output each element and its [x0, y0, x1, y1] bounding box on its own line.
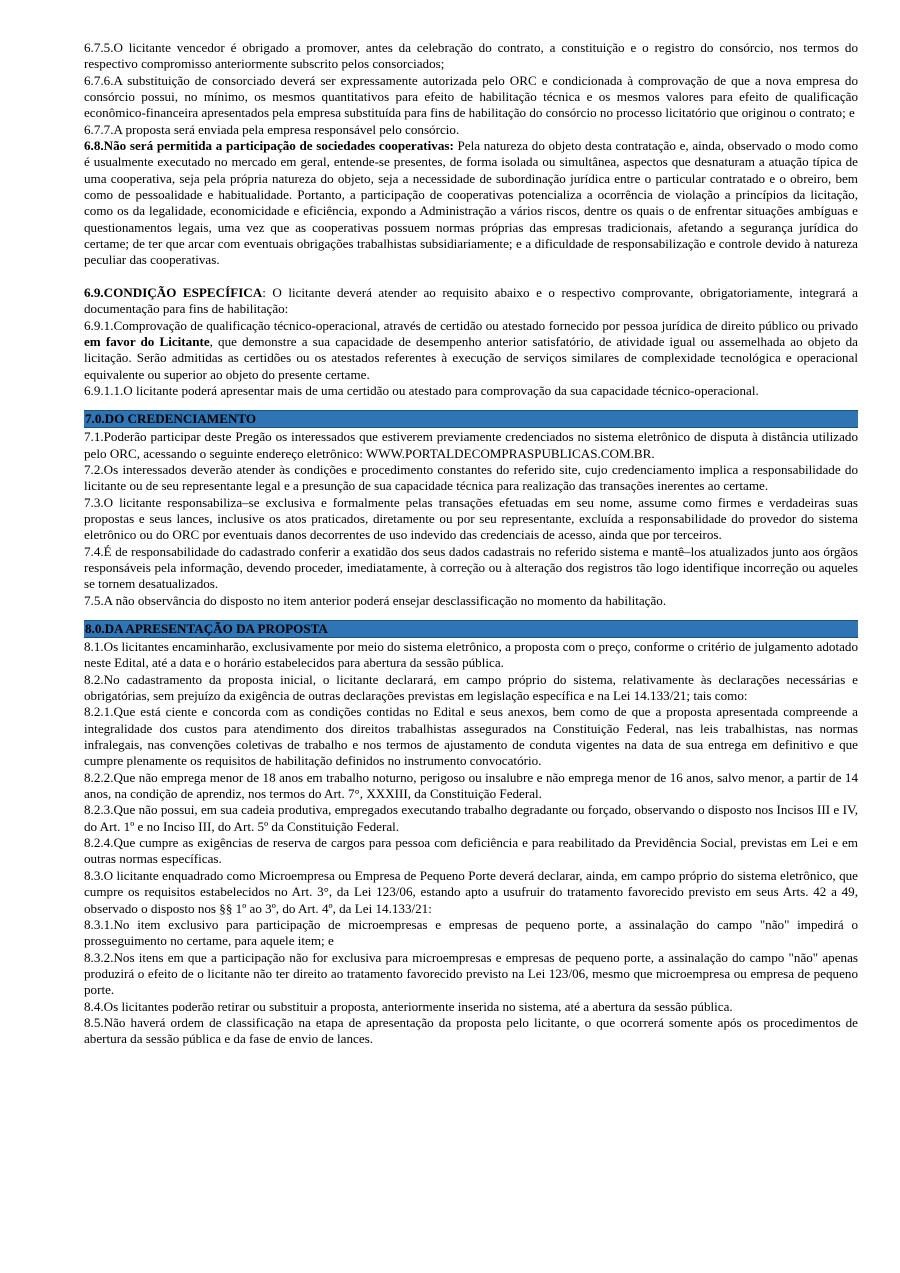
clause-8-4: 8.4.Os licitantes poderão retirar ou substituir a proposta, anteriormente inserida no sistema, até a abertura da sessão pública. — [84, 998, 733, 1014]
clause-8-2: 8.2.No cadastramento da proposta inicial, o licitante declarará, em campo próprio do sistema, relativamente às declarações necessárias e obrigatórias, sem prejuízo da exigência de outras declarações previstas em legislação específica e na Lei 14.133/21; tais como: — [84, 671, 858, 704]
clause-6-9-1-post: , que demonstre a sua capacidade de desempenho anterior satisfatório, de atividade igual ou assemelhada ao objeto da licitação. Serão admitidas as certidões ou os atestados referentes à execução de serviços similares de complexidade tecnológica e operacional equivalente ou superior ao objeto do presente certame. — [84, 333, 858, 382]
clause-8-2-1: 8.2.1.Que está ciente e concorda com as condições contidas no Edital e seus anexos, bem como de que a proposta apresentada compreende a integralidade dos custos para atendimento dos direitos trabalhistas assegurados na Constituição Federal, nas leis trabalhistas, nas normas infralegais, nas convenções coletivas de trabalho e nos termos de ajustamento de conduta vigentes na data de sua entrega em definitivo e que cumpre plenamente os requisitos de habilitação definidos no instrumento convocatório. — [84, 704, 858, 769]
clause-6-8 — [84, 138, 858, 269]
clause-6-9-lead: 6.9.CONDIÇÃO ESPECÍFICA — [84, 284, 263, 300]
clause-8-2-2: 8.2.2.Que não emprega menor de 18 anos em trabalho noturno, perigoso ou insalubre e não emprega menor de 16 anos, salvo menor, a partir de 14 anos, na condição de aprendiz, nos termos do Art. 7°, XXXIII, da Constituição Federal. — [84, 769, 858, 802]
clause-6-9-1-bold: em favor do Licitante — [84, 333, 210, 349]
clause-6-9-1 — [84, 318, 858, 383]
clause-8-3: 8.3.O licitante enquadrado como Microempresa ou Empresa de Pequeno Porte deverá declarar, ainda, em campo próprio do sistema eletrônico, que cumpre os requisitos estabelecidos no Art. 3°, da Lei 123/06, estando apto a usufruir do tratamento favorecido previsto em seus Arts. 42 a 49, observado o disposto nos §§ 1º ao 3º, do Art. 4º, da Lei 14.133/21: — [84, 867, 858, 916]
spacer — [84, 609, 858, 620]
clause-6-9-1-pre: 6.9.1.Comprovação de qualificação técnico-operacional, através de certidão ou atestado fornecido por pessoa jurídica de direito público ou privado — [84, 317, 858, 333]
section-heading-7: 7.0.DO CREDENCIAMENTO — [84, 410, 858, 428]
clause-8-2-4: 8.2.4.Que cumpre as exigências de reserva de cargos para pessoa com deficiência e para reabilitado da Previdência Social, previstas em Lei e em outras normas específicas. — [84, 835, 858, 867]
clause-6-7-5: 6.7.5.O licitante vencedor é obrigado a promover, antes da celebração do contrato, a constituição e o registro do consórcio, nos termos do respectivo compromisso anteriormente subscrito pelos consorciados; — [84, 40, 858, 72]
spacer — [84, 269, 858, 285]
clause-6-9-text: : O licitante deverá atender ao requisito abaixo e o respectivo comprovante, obrigatoriamente, integrará a documentação para fins de habilitação: — [84, 284, 858, 317]
clause-6-9-1-1: 6.9.1.1.O licitante poderá apresentar mais de uma certidão ou atestado para comprovação da sua capacidade técnico-operacional. — [84, 382, 759, 398]
clause-8-1: 8.1.Os licitantes encaminharão, exclusivamente por meio do sistema eletrônico, a proposta com o preço, conforme o critério de julgamento adotado neste Edital, até a data e o horário estabelecidos para abertura da sessão pública. — [84, 639, 858, 671]
clause-6-9 — [84, 285, 858, 318]
clause-7-1: 7.1.Poderão participar deste Pregão os interessados que estiverem previamente credenciados no sistema eletrônico de disputa à distância utilizado pelo ORC, acessando o seguinte endereço eletrônico: WWW.PORTALDECOMPRASPUBLICAS.COM.BR. — [84, 429, 858, 461]
clause-7-2: 7.2.Os interessados deverão atender às condições e procedimento constantes do referido site, cujo credenciamento implica a responsabilidade do licitante ou de seu representante legal e a presunção de sua capacidade técnica para realização das transações inerentes ao certame. — [84, 461, 858, 494]
clause-8-3-2: 8.3.2.Nos itens em que a participação não for exclusiva para microempresas e empresas de pequeno porte, a assinalação do campo "não" apenas produzirá o efeito de o licitante não ter direito ao tratamento favorecido previsto na Lei 123/06, mesmo que microempresa ou empresa de pequeno porte. — [84, 949, 858, 998]
clause-8-2-3: 8.2.3.Que não possui, em sua cadeia produtiva, empregados executando trabalho degradante ou forçado, observando o disposto nos Incisos III e IV, do Art. 1º e no Inciso III, do Art. 5º da Constituição Federal. — [84, 802, 858, 834]
document-page — [84, 40, 858, 1048]
clause-7-3: 7.3.O licitante responsabiliza–se exclusiva e formalmente pelas transações efetuadas em seu nome, assume como firmes e verdadeiras suas propostas e seus lances, inclusive os atos praticados, diretamente ou por seu representante, excluída a responsabilidade do provedor do sistema eletrônico ou do ORC por eventuais danos decorrentes de uso indevido das credenciais de acesso, ainda que por terceiros. — [84, 494, 858, 543]
spacer — [84, 399, 858, 410]
clause-6-7-6: 6.7.6.A substituição de consorciado deverá ser expressamente autorizada pelo ORC e condicionada à comprovação de que a nova empresa do consórcio possui, no mínimo, os mesmos quantitativos para efeito de habilitação técnica e os mesmos valores para efeito de qualificação econômico-financeira apresentados pela empresa substituída para fins de habilitação do consórcio no processo licitatório que originou o contrato; e — [84, 72, 858, 121]
clause-8-5: 8.5.Não haverá ordem de classificação na etapa de apresentação da proposta pelo licitante, o que ocorrerá somente após os procedimentos de abertura da sessão pública e da fase de envio de lances. — [84, 1014, 858, 1047]
section-heading-8: 8.0.DA APRESENTAÇÃO DA PROPOSTA — [84, 620, 858, 638]
clause-8-3-1: 8.3.1.No item exclusivo para participação de microempresas e empresas de pequeno porte, a assinalação do campo "não" impedirá o prosseguimento no certame, para aquele item; e — [84, 916, 858, 949]
clause-7-5: 7.5.A não observância do disposto no item anterior poderá ensejar desclassificação no momento da habilitação. — [84, 592, 667, 608]
clause-6-7-7: 6.7.7.A proposta será enviada pela empresa responsável pelo consórcio. — [84, 121, 460, 137]
clause-7-4: 7.4.É de responsabilidade do cadastrado conferir a exatidão dos seus dados cadastrais no referido sistema e mantê–los atualizados junto aos órgãos responsáveis pela informação, devendo proceder, imediatamente, à correção ou à alteração dos registros tão logo identifique incorreção ou aqueles se tornem desatualizados. — [84, 543, 858, 592]
clause-6-8-lead: 6.8.Não será permitida a participação de sociedades cooperativas: — [84, 138, 454, 154]
clause-6-8-text: Pela natureza do objeto desta contratação e, ainda, observado o modo como é usualmente executado no mercado em geral, entende-se presentes, de forma isolada ou simultânea, aspectos que desnaturam a atuação típica de uma cooperativa, seja pela própria natureza do objeto, seja a necessidade de subordinação jurídica entre o particular contratado e o obreiro, bem como de pessoalidade e habitualidade. Portanto, a participação de cooperativas potencializa a ocorrência de violação a princípios da licitação, como os da legalidade, economicidade e eficiência, expondo a Administração a vários riscos, dentre os quais o de enfrentar situações ambíguas e questionamentos legais, uma vez que as cooperativas possuem normas próprias das empresas tradicionais, afetando a segurança jurídica do certame; de ter que arcar com eventuais obrigações trabalhistas subsidiariamente; e a dificuldade de responsabilização e controle devido à natureza peculiar das cooperativas. — [84, 138, 858, 268]
